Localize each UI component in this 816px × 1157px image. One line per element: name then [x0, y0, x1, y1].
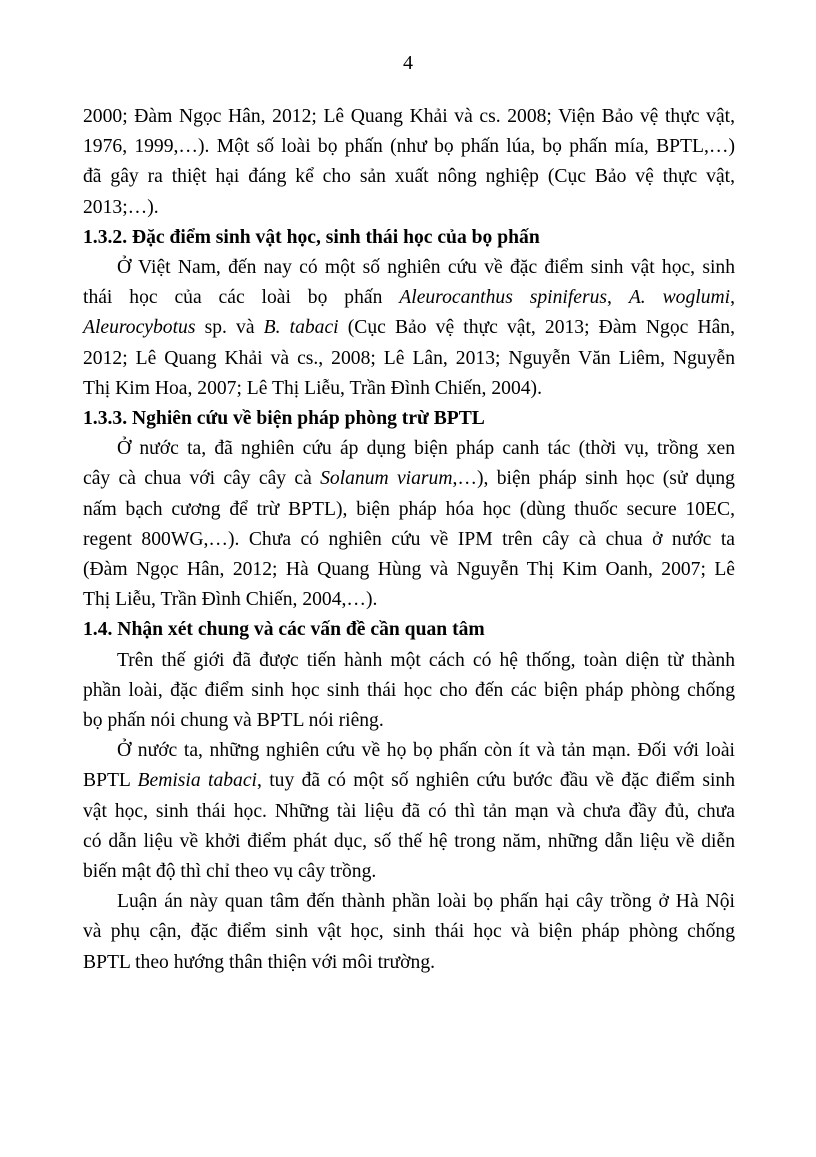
text-line: 2013;…).	[83, 196, 159, 218]
continuation-paragraph	[83, 102, 735, 223]
section-1-3-3-paragraph	[83, 434, 735, 615]
text-line: Ở nước ta, những nghiên cứu về họ bọ phấn còn ít và tản mạn. Đối với loài	[117, 740, 735, 762]
species-name: Aleurocanthus spiniferus	[399, 287, 608, 309]
text-line: Thị Kim Hoa, 2007; Lê Thị Liễu, Trần Đình Chiến, 2004).	[83, 377, 542, 399]
text-line: cây cà chua với cây cây cà Solanum viarum,…), biện pháp sinh học (sử dụng	[83, 468, 735, 490]
text-line: 2000; Đàm Ngọc Hân, 2012; Lê Quang Khải và cs. 2008; Viện Bảo vệ thực vật,	[83, 106, 735, 127]
text-line: BPTL theo hướng thân thiện với môi trường.	[83, 951, 436, 973]
text-line: vật học, sinh thái học. Những tài liệu đã có thì tản mạn và chưa đầy đủ, chưa	[83, 800, 735, 822]
text-line: nấm bạch cương để trừ BPTL), biện pháp hóa học (dùng thuốc secure 10EC,	[83, 498, 735, 520]
text-line: và phụ cận, đặc điểm sinh vật học, sinh thái học và biện pháp phòng chống	[83, 921, 735, 943]
section-heading-1-3-2: 1.3.2. Đặc điểm sinh vật học, sinh thái học của bọ phấn	[83, 226, 540, 248]
species-name: Aleurocybotus	[83, 317, 196, 339]
document-body	[83, 102, 735, 978]
section-1-3-2-paragraph	[83, 253, 735, 404]
text-line: có dẫn liệu về khởi điểm phát dục, số thế hệ trong năm, những dẫn liệu về diễn	[83, 830, 735, 852]
text-line: Luận án này quan tâm đến thành phần loài bọ phấn hại cây trồng ở Hà Nội	[117, 891, 735, 913]
text-line: Ở Việt Nam, đến nay có một số nghiên cứu về đặc điểm sinh vật học, sinh	[117, 257, 735, 279]
text-line: biến mật độ thì chỉ theo vụ cây trồng.	[83, 861, 377, 883]
section-1-4-paragraph-3	[83, 887, 735, 978]
species-name: Solanum viarum	[320, 468, 453, 490]
text-line: bọ phấn nói chung và BPTL nói riêng.	[83, 710, 384, 732]
text-line: (Đàm Ngọc Hân, 2012; Hà Quang Hùng và Nguyễn Thị Kim Oanh, 2007; Lê	[83, 559, 735, 581]
species-name: A. woglumi	[628, 287, 731, 309]
text-line: Ở nước ta, đã nghiên cứu áp dụng biện pháp canh tác (thời vụ, trồng xen	[117, 438, 735, 460]
section-heading-1-3-3: 1.3.3. Nghiên cứu về biện pháp phòng trừ BPTL	[83, 408, 485, 430]
section-1-4-paragraph-1	[83, 646, 735, 737]
text-line: 1976, 1999,…). Một số loài bọ phấn (như bọ phấn lúa, bọ phấn mía, BPTL,…)	[83, 136, 735, 158]
text-line: phần loài, đặc điểm sinh học sinh thái học cho đến các biện pháp phòng chống	[83, 679, 735, 701]
section-1-4-paragraph-2	[83, 736, 735, 887]
species-name: Bemisia tabaci	[137, 770, 257, 792]
species-name: B. tabaci	[263, 317, 339, 339]
section-heading-1-4: 1.4. Nhận xét chung và các vấn đề cần quan tâm	[83, 619, 485, 641]
text-line: 2012; Lê Quang Khải và cs., 2008; Lê Lân, 2013; Nguyễn Văn Liêm, Nguyễn	[83, 347, 735, 369]
text-line: Aleurocybotus sp. và B. tabaci (Cục Bảo vệ thực vật, 2013; Đàm Ngọc Hân,	[83, 317, 735, 339]
text-line: regent 800WG,…). Chưa có nghiên cứu về IPM trên cây cà chua ở nước ta	[83, 528, 735, 550]
text-line: đã gây ra thiệt hại đáng kể cho sản xuất nông nghiệp (Cục Bảo vệ thực vật,	[83, 166, 735, 188]
text-line: Thị Liễu, Trần Đình Chiến, 2004,…).	[83, 589, 378, 611]
page-number: 4	[403, 52, 413, 74]
text-line: Trên thế giới đã được tiến hành một cách có hệ thống, toàn diện từ thành	[117, 649, 735, 671]
text-line: thái học của các loài bọ phấn Aleurocanthus spiniferus, A. woglumi,	[83, 287, 735, 309]
text-line: BPTL Bemisia tabaci, tuy đã có một số nghiên cứu bước đầu về đặc điểm sinh	[83, 770, 736, 792]
